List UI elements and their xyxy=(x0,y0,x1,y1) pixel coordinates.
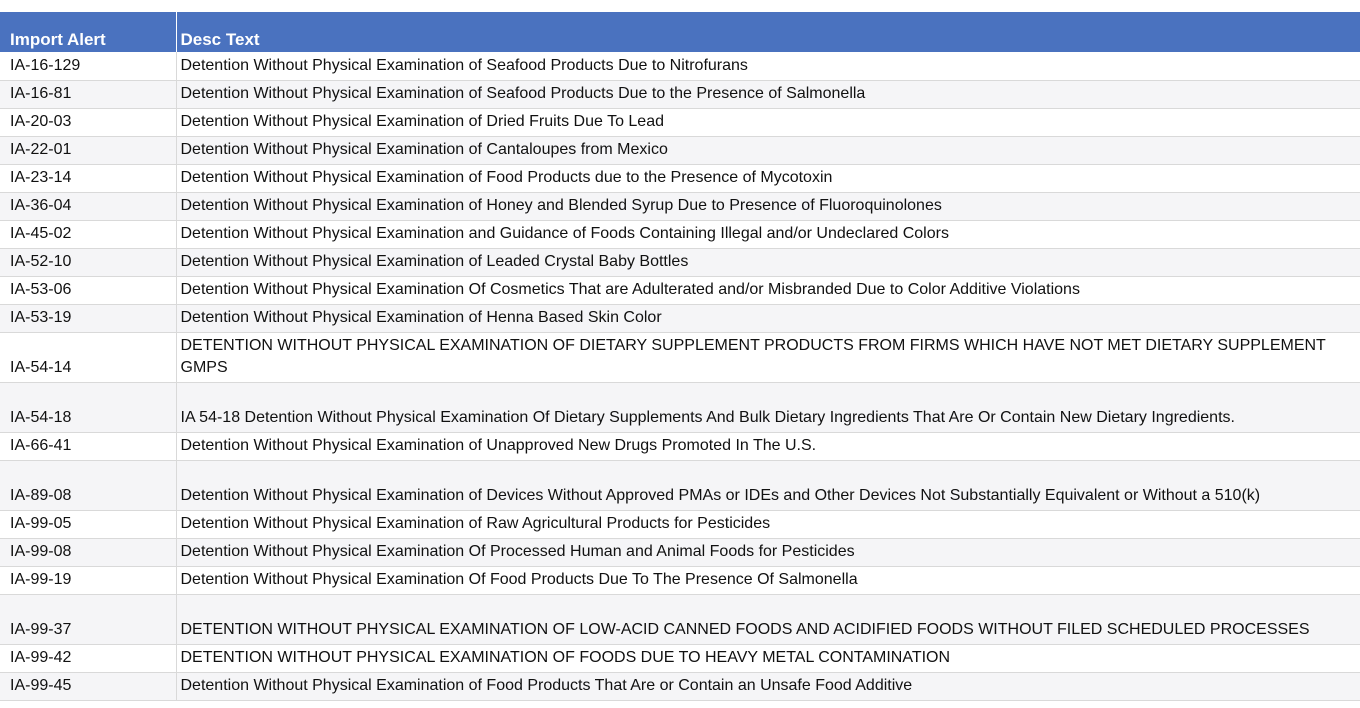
table-row xyxy=(0,220,1360,248)
cell-desc-text[interactable]: Detention Without Physical Examination and Guidance of Foods Containing Illegal and/or Undeclared Colors xyxy=(176,220,1360,248)
table-row xyxy=(0,672,1360,700)
cell-desc-text[interactable]: Detention Without Physical Examination of Leaded Crystal Baby Bottles xyxy=(176,248,1360,276)
table-row xyxy=(0,538,1360,566)
import-alert-table xyxy=(0,12,1360,701)
table-row xyxy=(0,164,1360,192)
column-header-import-alert[interactable]: Import Alert xyxy=(0,12,176,52)
cell-import-alert[interactable]: IA-22-01 xyxy=(0,136,176,164)
cell-desc-text[interactable]: Detention Without Physical Examination of Cantaloupes from Mexico xyxy=(176,136,1360,164)
cell-desc-text[interactable]: Detention Without Physical Examination of Henna Based Skin Color xyxy=(176,304,1360,332)
cell-desc-text[interactable]: Detention Without Physical Examination of Seafood Products Due to the Presence of Salmonella xyxy=(176,80,1360,108)
table-row xyxy=(0,136,1360,164)
cell-desc-text[interactable]: Detention Without Physical Examination Of Processed Human and Animal Foods for Pesticides xyxy=(176,538,1360,566)
cell-import-alert[interactable]: IA-99-42 xyxy=(0,644,176,672)
cell-import-alert[interactable]: IA-54-14 xyxy=(0,332,176,382)
table-row xyxy=(0,432,1360,460)
table-row xyxy=(0,108,1360,136)
cell-import-alert[interactable]: IA-99-45 xyxy=(0,672,176,700)
cell-desc-text[interactable]: Detention Without Physical Examination of Seafood Products Due to Nitrofurans xyxy=(176,52,1360,80)
cell-import-alert[interactable]: IA-99-05 xyxy=(0,510,176,538)
table-row xyxy=(0,304,1360,332)
header-row xyxy=(0,12,1360,52)
cell-desc-text[interactable]: DETENTION WITHOUT PHYSICAL EXAMINATION OF LOW-ACID CANNED FOODS AND ACIDIFIED FOODS WITHOUT FILED SCHEDULED PROCESSES xyxy=(176,594,1360,644)
table-row xyxy=(0,566,1360,594)
cell-desc-text[interactable]: DETENTION WITHOUT PHYSICAL EXAMINATION OF FOODS DUE TO HEAVY METAL CONTAMINATION xyxy=(176,644,1360,672)
cell-desc-text[interactable]: Detention Without Physical Examination of Unapproved New Drugs Promoted In The U.S. xyxy=(176,432,1360,460)
cell-desc-text[interactable]: Detention Without Physical Examination of Food Products due to the Presence of Mycotoxin xyxy=(176,164,1360,192)
table-row xyxy=(0,192,1360,220)
table-row xyxy=(0,644,1360,672)
cell-import-alert[interactable]: IA-16-129 xyxy=(0,52,176,80)
cell-import-alert[interactable]: IA-66-41 xyxy=(0,432,176,460)
cell-import-alert[interactable]: IA-99-19 xyxy=(0,566,176,594)
cell-desc-text[interactable]: IA 54-18 Detention Without Physical Examination Of Dietary Supplements And Bulk Dietary Ingredients That Are Or Contain New Dietary Ingredients. xyxy=(176,382,1360,432)
cell-import-alert[interactable]: IA-99-37 xyxy=(0,594,176,644)
cell-import-alert[interactable]: IA-36-04 xyxy=(0,192,176,220)
cell-desc-text[interactable]: Detention Without Physical Examination Of Food Products Due To The Presence Of Salmonella xyxy=(176,566,1360,594)
cell-desc-text[interactable]: Detention Without Physical Examination Of Cosmetics That are Adulterated and/or Misbranded Due to Color Additive Violations xyxy=(176,276,1360,304)
cell-import-alert[interactable]: IA-99-08 xyxy=(0,538,176,566)
table-row xyxy=(0,80,1360,108)
cell-import-alert[interactable]: IA-52-10 xyxy=(0,248,176,276)
cell-import-alert[interactable]: IA-89-08 xyxy=(0,460,176,510)
table-row xyxy=(0,510,1360,538)
table-row xyxy=(0,52,1360,80)
table-row xyxy=(0,248,1360,276)
cell-desc-text[interactable]: DETENTION WITHOUT PHYSICAL EXAMINATION OF DIETARY SUPPLEMENT PRODUCTS FROM FIRMS WHICH HAVE NOT MET DIETARY SUPPLEMENT GMPS xyxy=(176,332,1360,382)
table-row xyxy=(0,276,1360,304)
cell-desc-text[interactable]: Detention Without Physical Examination of Dried Fruits Due To Lead xyxy=(176,108,1360,136)
column-header-desc-text[interactable]: Desc Text xyxy=(176,12,1360,52)
table-row xyxy=(0,594,1360,644)
cell-import-alert[interactable]: IA-20-03 xyxy=(0,108,176,136)
table-row xyxy=(0,332,1360,382)
cell-import-alert[interactable]: IA-54-18 xyxy=(0,382,176,432)
cell-import-alert[interactable]: IA-23-14 xyxy=(0,164,176,192)
cell-import-alert[interactable]: IA-45-02 xyxy=(0,220,176,248)
table-row xyxy=(0,382,1360,432)
cell-import-alert[interactable]: IA-53-06 xyxy=(0,276,176,304)
cell-import-alert[interactable]: IA-16-81 xyxy=(0,80,176,108)
table-row xyxy=(0,460,1360,510)
cell-desc-text[interactable]: Detention Without Physical Examination of Honey and Blended Syrup Due to Presence of Fluoroquinolones xyxy=(176,192,1360,220)
spreadsheet xyxy=(0,12,1360,701)
cell-desc-text[interactable]: Detention Without Physical Examination of Raw Agricultural Products for Pesticides xyxy=(176,510,1360,538)
cell-import-alert[interactable]: IA-53-19 xyxy=(0,304,176,332)
cell-desc-text[interactable]: Detention Without Physical Examination of Devices Without Approved PMAs or IDEs and Other Devices Not Substantially Equivalent or Without a 510(k) xyxy=(176,460,1360,510)
cell-desc-text[interactable]: Detention Without Physical Examination of Food Products That Are or Contain an Unsafe Food Additive xyxy=(176,672,1360,700)
